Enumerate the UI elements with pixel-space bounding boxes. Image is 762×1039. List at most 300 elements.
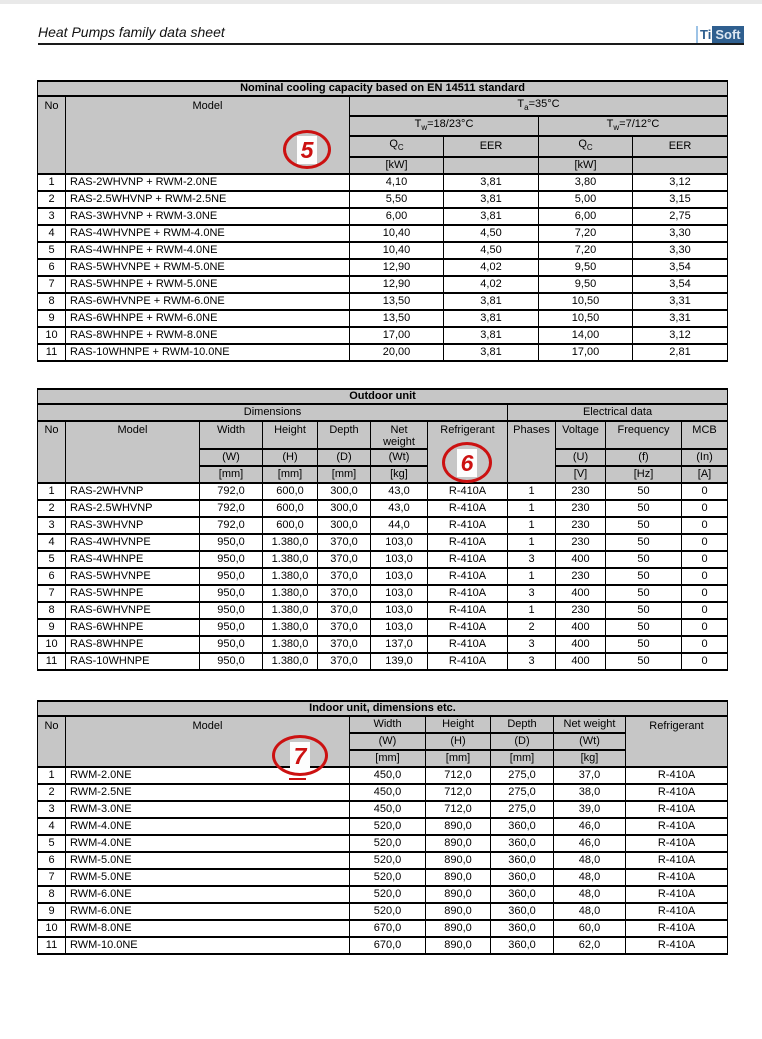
table-row [38, 191, 728, 208]
col-header-depth: Depth [491, 716, 554, 733]
cell-model: RAS-5WHVNPE [66, 568, 200, 585]
cell-mcb: 0 [682, 517, 728, 534]
cell-qc-18-23: 20,00 [350, 344, 444, 361]
cell-no: 4 [38, 818, 66, 835]
col-header-refrigerant: Refrigerant [626, 716, 728, 767]
cell-width: 450,0 [350, 767, 426, 784]
table-row [38, 903, 728, 920]
cell-model: RAS-8WHNPE + RWM-8.0NE [66, 327, 350, 344]
symbol-header-d: (D) [318, 449, 371, 466]
cell-depth: 360,0 [491, 835, 554, 852]
cell-depth: 360,0 [491, 869, 554, 886]
unit-header-kg: [kg] [554, 750, 626, 767]
cell-eer-18-23: 3,81 [444, 293, 539, 310]
col-header-net-weight: Net weight [554, 716, 626, 733]
cell-no: 2 [38, 784, 66, 801]
cell-mcb: 0 [682, 500, 728, 517]
col-header-voltage: Voltage [556, 421, 606, 449]
cell-depth: 370,0 [318, 653, 371, 670]
cell-height: 1.380,0 [263, 551, 318, 568]
cell-phases: 3 [508, 585, 556, 602]
cell-model: RAS-5WHNPE + RWM-5.0NE [66, 276, 350, 293]
cell-no: 10 [38, 327, 66, 344]
indoor-table-title: Indoor unit, dimensions etc. [38, 701, 728, 716]
annotation-circle-6: 6 [442, 442, 492, 483]
cell-model: RWM-6.0NE [66, 886, 350, 903]
cell-model: RWM-3.0NE [66, 801, 350, 818]
cell-width: 450,0 [350, 784, 426, 801]
symbol-header-d: (D) [491, 733, 554, 750]
cell-width: 670,0 [350, 920, 426, 937]
cell-qc-18-23: 10,40 [350, 242, 444, 259]
cell-qc-7-12: 10,50 [539, 293, 633, 310]
table-row [38, 801, 728, 818]
logo-text-ti: Ti [700, 27, 712, 42]
cell-qc-7-12: 17,00 [539, 344, 633, 361]
cell-model: RAS-10WHNPE + RWM-10.0NE [66, 344, 350, 361]
table-row [38, 517, 728, 534]
cell-frequency: 50 [606, 636, 682, 653]
cell-model: RAS-4WHNPE + RWM-4.0NE [66, 242, 350, 259]
cell-model: RAS-4WHVNPE [66, 534, 200, 551]
cell-frequency: 50 [606, 585, 682, 602]
cell-net-weight: 103,0 [371, 585, 428, 602]
cell-width: 950,0 [200, 636, 263, 653]
cell-no: 1 [38, 174, 66, 191]
cell-mcb: 0 [682, 585, 728, 602]
cell-qc-7-12: 7,20 [539, 242, 633, 259]
cell-height: 1.380,0 [263, 534, 318, 551]
cell-refrigerant: R-410A [626, 784, 728, 801]
cell-model: RAS-4WHVNPE + RWM-4.0NE [66, 225, 350, 242]
cell-no: 2 [38, 500, 66, 517]
cell-width: 950,0 [200, 653, 263, 670]
cell-height: 712,0 [426, 784, 491, 801]
cell-voltage: 400 [556, 619, 606, 636]
table-row [38, 327, 728, 344]
cooling-capacity-table-wrapper [37, 80, 728, 362]
cell-no: 4 [38, 534, 66, 551]
cell-model: RAS-2.5WHVNP [66, 500, 200, 517]
unit-header-kw2: [kW] [539, 157, 633, 174]
cell-voltage: 400 [556, 636, 606, 653]
cell-eer-7-12: 2,81 [633, 344, 728, 361]
cell-eer-18-23: 3,81 [444, 310, 539, 327]
table-row [38, 869, 728, 886]
cell-height: 890,0 [426, 937, 491, 954]
cell-refrigerant: R-410A [626, 903, 728, 920]
cell-width: 520,0 [350, 835, 426, 852]
cooling-table-title: Nominal cooling capacity based on EN 14511 standard [38, 81, 728, 96]
cell-qc-7-12: 14,00 [539, 327, 633, 344]
cell-height: 1.380,0 [263, 619, 318, 636]
cell-mcb: 0 [682, 602, 728, 619]
cell-qc-7-12: 9,50 [539, 259, 633, 276]
cell-phases: 2 [508, 619, 556, 636]
cell-qc-18-23: 17,00 [350, 327, 444, 344]
col-header-width: Width [200, 421, 263, 449]
cell-qc-7-12: 6,00 [539, 208, 633, 225]
cell-eer-18-23: 3,81 [444, 174, 539, 191]
cell-no: 10 [38, 920, 66, 937]
logo-accent-bar [696, 26, 698, 43]
cell-qc-7-12: 5,00 [539, 191, 633, 208]
cell-phases: 1 [508, 517, 556, 534]
table-row [38, 174, 728, 191]
cell-qc-18-23: 10,40 [350, 225, 444, 242]
cell-voltage: 230 [556, 517, 606, 534]
cell-refrigerant: R-410A [626, 801, 728, 818]
cell-qc-18-23: 12,90 [350, 259, 444, 276]
cell-frequency: 50 [606, 517, 682, 534]
tisoft-logo [696, 26, 744, 43]
cell-depth: 360,0 [491, 937, 554, 954]
cell-height: 890,0 [426, 818, 491, 835]
cell-eer-18-23: 3,81 [444, 208, 539, 225]
cell-net-weight: 48,0 [554, 852, 626, 869]
cell-depth: 370,0 [318, 602, 371, 619]
annotation-7-underline [289, 778, 306, 780]
col-header-height: Height [263, 421, 318, 449]
cell-model: RWM-2.0NE [66, 767, 350, 784]
table-row [38, 534, 728, 551]
col-header-refrigerant: Refrigerant [428, 421, 508, 483]
unit-header-v: [V] [556, 466, 606, 483]
cell-qc-18-23: 6,00 [350, 208, 444, 225]
table-row [38, 310, 728, 327]
cell-qc-7-12: 7,20 [539, 225, 633, 242]
symbol-header-w: (W) [200, 449, 263, 466]
col-header-ta: $T_a=35^\circ C$ [350, 96, 728, 116]
cell-no: 1 [38, 767, 66, 784]
unit-header-mm: [mm] [491, 750, 554, 767]
cell-mcb: 0 [682, 568, 728, 585]
table-row [38, 585, 728, 602]
symbol-header-in: (In) [682, 449, 728, 466]
cell-eer-7-12: 3,54 [633, 276, 728, 293]
unit-header-kw1: [kW] [350, 157, 444, 174]
cell-no: 3 [38, 801, 66, 818]
cell-no: 1 [38, 483, 66, 500]
cell-refrigerant: R-410A [428, 483, 508, 500]
col-header-phases: Phases [508, 421, 556, 483]
table-row [38, 242, 728, 259]
cell-depth: 370,0 [318, 585, 371, 602]
col-header-model: Model [66, 421, 200, 483]
cell-net-weight: 37,0 [554, 767, 626, 784]
cell-phases: 3 [508, 551, 556, 568]
cell-mcb: 0 [682, 636, 728, 653]
cell-phases: 3 [508, 653, 556, 670]
cell-frequency: 50 [606, 568, 682, 585]
cell-refrigerant: R-410A [428, 551, 508, 568]
table-row [38, 920, 728, 937]
cell-net-weight: 60,0 [554, 920, 626, 937]
table-row [38, 259, 728, 276]
cell-eer-18-23: 3,81 [444, 344, 539, 361]
cell-frequency: 50 [606, 602, 682, 619]
cell-width: 792,0 [200, 517, 263, 534]
cell-net-weight: 103,0 [371, 602, 428, 619]
cell-eer-18-23: 4,50 [444, 225, 539, 242]
table-row [38, 276, 728, 293]
table-row [38, 937, 728, 954]
cell-height: 712,0 [426, 801, 491, 818]
cell-model: RAS-6WHVNPE [66, 602, 200, 619]
cell-model: RAS-2WHVNP [66, 483, 200, 500]
col-header-model: Model [66, 96, 350, 174]
outdoor-unit-table-wrapper [37, 388, 728, 671]
cell-qc-18-23: 4,10 [350, 174, 444, 191]
cell-model: RAS-3WHVNP [66, 517, 200, 534]
cell-eer-18-23: 4,50 [444, 242, 539, 259]
table-row [38, 852, 728, 869]
unit-header-mm: [mm] [200, 466, 263, 483]
cell-depth: 360,0 [491, 818, 554, 835]
col-header-tw-7-12: $T_w=7/12^\circ C$ [539, 116, 728, 136]
col-header-width: Width [350, 716, 426, 733]
cell-height: 890,0 [426, 920, 491, 937]
symbol-header-wt: (Wt) [554, 733, 626, 750]
cell-height: 890,0 [426, 852, 491, 869]
annotation-circle-7: 7 [272, 735, 328, 776]
cell-qc-18-23: 5,50 [350, 191, 444, 208]
cell-no: 4 [38, 225, 66, 242]
cell-no: 6 [38, 259, 66, 276]
cell-refrigerant: R-410A [626, 869, 728, 886]
cell-refrigerant: R-410A [428, 653, 508, 670]
col-header-depth: Depth [318, 421, 371, 449]
cell-no: 7 [38, 585, 66, 602]
cell-no: 7 [38, 869, 66, 886]
cell-model: RWM-5.0NE [66, 869, 350, 886]
cell-model: RAS-5WHVNPE + RWM-5.0NE [66, 259, 350, 276]
col-header-height: Height [426, 716, 491, 733]
cell-depth: 370,0 [318, 534, 371, 551]
cell-model: RWM-8.0NE [66, 920, 350, 937]
cell-height: 890,0 [426, 886, 491, 903]
cell-refrigerant: R-410A [428, 534, 508, 551]
cell-width: 950,0 [200, 585, 263, 602]
col-header-mcb: MCB [682, 421, 728, 449]
cell-mcb: 0 [682, 653, 728, 670]
cell-depth: 370,0 [318, 619, 371, 636]
cell-depth: 360,0 [491, 852, 554, 869]
cell-model: RAS-2.5WHVNP + RWM-2.5NE [66, 191, 350, 208]
symbol-header-h: (H) [263, 449, 318, 466]
cell-voltage: 230 [556, 483, 606, 500]
cell-no: 8 [38, 886, 66, 903]
table-row [38, 551, 728, 568]
cell-no: 3 [38, 517, 66, 534]
cell-height: 600,0 [263, 517, 318, 534]
cell-depth: 370,0 [318, 551, 371, 568]
cell-height: 1.380,0 [263, 636, 318, 653]
group-header-electrical: Electrical data [508, 404, 728, 421]
cell-depth: 300,0 [318, 517, 371, 534]
cell-voltage: 230 [556, 602, 606, 619]
cell-qc-7-12: 3,80 [539, 174, 633, 191]
cell-mcb: 0 [682, 619, 728, 636]
cell-refrigerant: R-410A [428, 568, 508, 585]
cell-phases: 1 [508, 483, 556, 500]
cell-refrigerant: R-410A [428, 602, 508, 619]
cell-refrigerant: R-410A [626, 835, 728, 852]
indoor-unit-table [37, 700, 728, 955]
cell-refrigerant: R-410A [428, 619, 508, 636]
table-row [38, 653, 728, 670]
cell-height: 890,0 [426, 869, 491, 886]
cell-net-weight: 44,0 [371, 517, 428, 534]
cell-no: 7 [38, 276, 66, 293]
cell-no: 8 [38, 293, 66, 310]
cell-model: RWM-5.0NE [66, 852, 350, 869]
cell-model: RAS-6WHVNPE + RWM-6.0NE [66, 293, 350, 310]
unit-header-mm: [mm] [263, 466, 318, 483]
cell-net-weight: 139,0 [371, 653, 428, 670]
cell-height: 1.380,0 [263, 585, 318, 602]
cell-height: 712,0 [426, 767, 491, 784]
cell-no: 5 [38, 551, 66, 568]
cell-eer-7-12: 3,12 [633, 327, 728, 344]
cell-voltage: 230 [556, 534, 606, 551]
cell-refrigerant: R-410A [428, 517, 508, 534]
cell-frequency: 50 [606, 483, 682, 500]
cell-refrigerant: R-410A [626, 852, 728, 869]
cell-phases: 3 [508, 636, 556, 653]
table-row [38, 602, 728, 619]
cell-refrigerant: R-410A [626, 767, 728, 784]
cell-no: 11 [38, 653, 66, 670]
cell-refrigerant: R-410A [626, 818, 728, 835]
unit-header-kg: [kg] [371, 466, 428, 483]
table-row [38, 225, 728, 242]
unit-header-blank1 [444, 157, 539, 174]
table-row [38, 619, 728, 636]
cell-eer-7-12: 3,12 [633, 174, 728, 191]
cell-width: 520,0 [350, 869, 426, 886]
col-header-model: Model [66, 716, 350, 767]
cell-height: 600,0 [263, 500, 318, 517]
cell-depth: 360,0 [491, 886, 554, 903]
cell-model: RAS-10WHNPE [66, 653, 200, 670]
cell-refrigerant: R-410A [428, 500, 508, 517]
col-header-tw-18-23: $T_w=18/23^\circ C$ [350, 116, 539, 136]
cell-phases: 1 [508, 568, 556, 585]
cell-depth: 370,0 [318, 636, 371, 653]
col-header-frequency: Frequency [606, 421, 682, 449]
cell-frequency: 50 [606, 619, 682, 636]
cell-net-weight: 103,0 [371, 568, 428, 585]
cell-no: 6 [38, 568, 66, 585]
annotation-circle-5: 5 [283, 130, 331, 169]
cell-depth: 300,0 [318, 500, 371, 517]
cell-eer-7-12: 3,31 [633, 310, 728, 327]
col-header-no: No [38, 421, 66, 483]
col-header-qc2: $Q_C$ [539, 136, 633, 156]
unit-header-mm: [mm] [350, 750, 426, 767]
cell-no: 3 [38, 208, 66, 225]
cell-width: 520,0 [350, 852, 426, 869]
col-header-no: No [38, 96, 66, 174]
unit-header-mm: [mm] [318, 466, 371, 483]
cell-frequency: 50 [606, 551, 682, 568]
table-row [38, 767, 728, 784]
cell-no: 11 [38, 937, 66, 954]
unit-header-blank2 [633, 157, 728, 174]
cell-eer-7-12: 3,54 [633, 259, 728, 276]
cell-eer-18-23: 4,02 [444, 259, 539, 276]
cell-voltage: 400 [556, 551, 606, 568]
cell-net-weight: 48,0 [554, 869, 626, 886]
cell-model: RAS-5WHNPE [66, 585, 200, 602]
symbol-header-h: (H) [426, 733, 491, 750]
indoor-unit-table-wrapper [37, 700, 728, 955]
cell-mcb: 0 [682, 551, 728, 568]
cell-mcb: 0 [682, 483, 728, 500]
cell-no: 11 [38, 344, 66, 361]
col-header-eer1: EER [444, 136, 539, 156]
cell-width: 950,0 [200, 551, 263, 568]
table-row [38, 208, 728, 225]
cell-width: 520,0 [350, 818, 426, 835]
unit-header-hz: [Hz] [606, 466, 682, 483]
cell-width: 792,0 [200, 500, 263, 517]
cell-no: 9 [38, 903, 66, 920]
cell-width: 950,0 [200, 619, 263, 636]
cell-width: 670,0 [350, 937, 426, 954]
indoor-table-body [38, 767, 728, 954]
cell-net-weight: 48,0 [554, 903, 626, 920]
cell-depth: 360,0 [491, 920, 554, 937]
outdoor-table-body [38, 483, 728, 670]
cell-eer-7-12: 3,30 [633, 242, 728, 259]
cell-model: RWM-10.0NE [66, 937, 350, 954]
table-row [38, 344, 728, 361]
cell-eer-18-23: 4,02 [444, 276, 539, 293]
cell-width: 520,0 [350, 886, 426, 903]
header-rule [38, 43, 744, 45]
cell-eer-7-12: 3,30 [633, 225, 728, 242]
cell-eer-18-23: 3,81 [444, 327, 539, 344]
cell-eer-7-12: 3,31 [633, 293, 728, 310]
table-row [38, 483, 728, 500]
table-row [38, 500, 728, 517]
cell-net-weight: 38,0 [554, 784, 626, 801]
symbol-header-w: (W) [350, 733, 426, 750]
cell-voltage: 230 [556, 568, 606, 585]
table-row [38, 818, 728, 835]
cell-eer-18-23: 3,81 [444, 191, 539, 208]
cell-voltage: 400 [556, 585, 606, 602]
logo-text-soft: Soft [712, 26, 743, 43]
cell-voltage: 400 [556, 653, 606, 670]
cell-net-weight: 137,0 [371, 636, 428, 653]
cell-net-weight: 46,0 [554, 835, 626, 852]
cell-model: RAS-2WHVNP + RWM-2.0NE [66, 174, 350, 191]
cell-model: RAS-4WHNPE [66, 551, 200, 568]
table-row [38, 568, 728, 585]
cell-height: 890,0 [426, 903, 491, 920]
cell-phases: 1 [508, 602, 556, 619]
cell-model: RWM-6.0NE [66, 903, 350, 920]
group-header-dimensions: Dimensions [38, 404, 508, 421]
cell-depth: 300,0 [318, 483, 371, 500]
table-row [38, 784, 728, 801]
cell-no: 5 [38, 242, 66, 259]
col-header-no: No [38, 716, 66, 767]
cell-net-weight: 43,0 [371, 500, 428, 517]
